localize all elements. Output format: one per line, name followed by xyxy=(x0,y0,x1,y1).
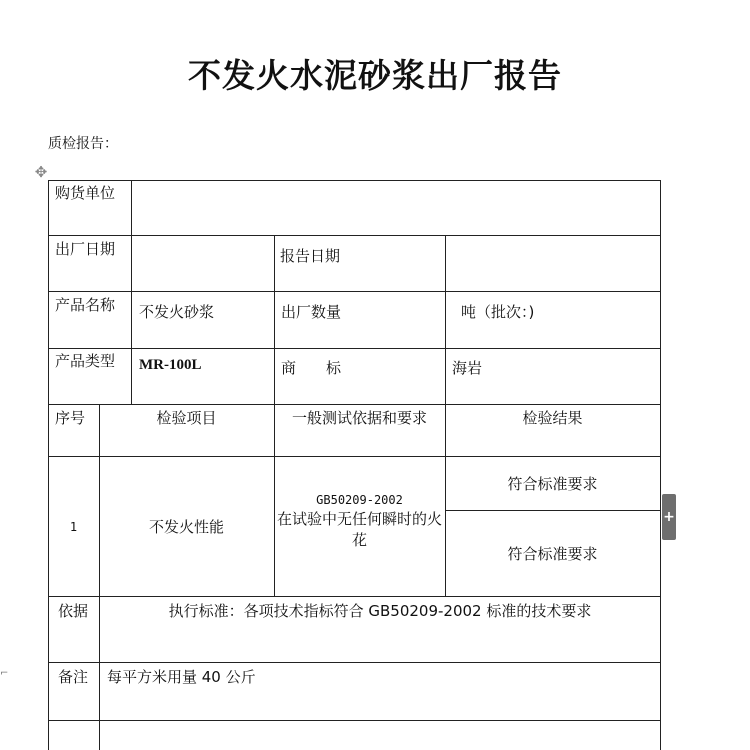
requirement-text xyxy=(274,493,445,551)
result-2: 符合标准要求 xyxy=(507,545,598,563)
item-index: 1 xyxy=(69,519,78,534)
remark-text: 每平方米用量 40 公斤 xyxy=(107,668,256,686)
edge-mark-icon: ⌐ xyxy=(0,668,9,679)
requirement-header: 一般测试依据和要求 xyxy=(291,408,427,427)
quantity-unit: 吨（批次：) xyxy=(461,303,535,321)
product-type-label: 产品类型 xyxy=(55,352,116,370)
buyer-label: 购货单位 xyxy=(55,184,116,202)
product-name-value: 不发火砂浆 xyxy=(139,303,215,321)
product-type-value: MR-100L xyxy=(139,357,202,373)
move-handle-icon[interactable]: ✥ xyxy=(34,163,48,181)
buyer-field[interactable] xyxy=(132,181,659,234)
brand-value: 海岩 xyxy=(452,359,483,377)
item-header: 检验项目 xyxy=(156,408,217,427)
basis-text: 执行标准：各项技术指标符合 GB50209-2002 标准的技术要求 xyxy=(168,601,592,620)
result-header: 检验结果 xyxy=(522,408,583,427)
brand-label: 商 标 xyxy=(281,359,342,377)
page-title: 不发火水泥砂浆出厂报告 xyxy=(188,56,562,95)
plus-icon[interactable]: + xyxy=(662,494,676,540)
factory-date-label: 出厂日期 xyxy=(55,240,116,258)
report-date-field[interactable] xyxy=(446,236,659,290)
result-1: 符合标准要求 xyxy=(507,475,598,493)
report-date-label: 报告日期 xyxy=(280,247,341,265)
quantity-label: 出厂数量 xyxy=(281,303,342,321)
remark-label: 备注 xyxy=(58,668,89,686)
factory-date-field[interactable] xyxy=(132,236,273,290)
basis-label: 依据 xyxy=(58,602,89,620)
product-name-label: 产品名称 xyxy=(55,296,116,314)
standard-code: GB50209-2002 xyxy=(316,493,403,507)
index-header: 序号 xyxy=(55,409,86,427)
item-name: 不发火性能 xyxy=(148,518,224,536)
extra-row-field[interactable] xyxy=(100,721,659,750)
requirement-description: 在试验中无任何瞬时的火花 xyxy=(276,510,442,549)
report-number-label: 质检报告： xyxy=(48,136,118,152)
